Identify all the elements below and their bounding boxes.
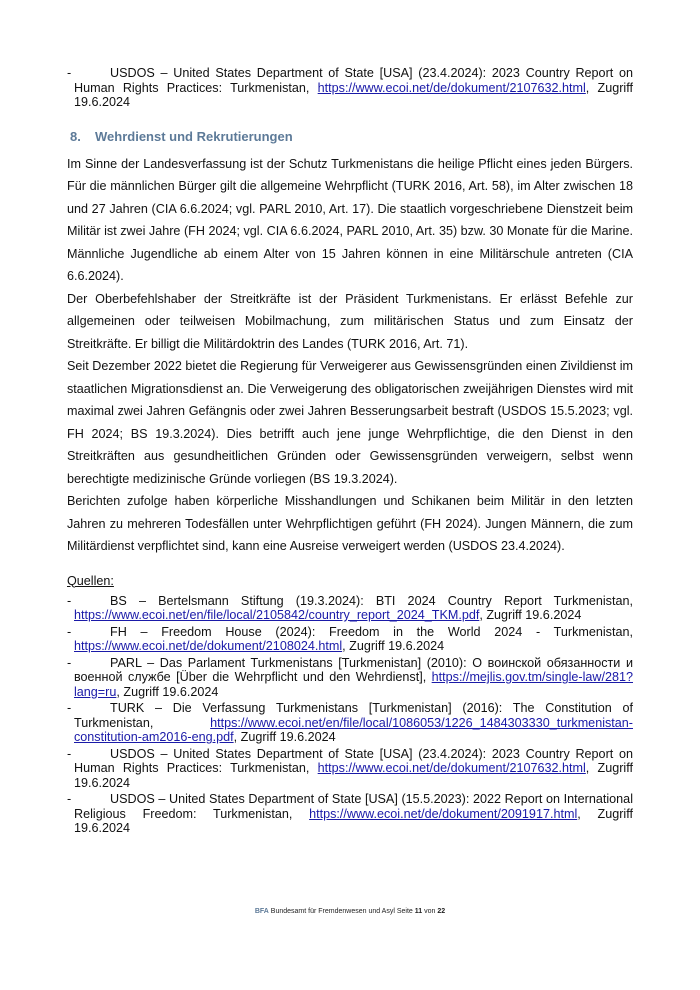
- footer-page-number: 11: [414, 908, 423, 915]
- list-dash: -: [67, 66, 72, 80]
- source-text: PARL – Das Parlament Turkmenistans [Turkmenistan] (2010): О воинской обязанности и военной службе [Über die Wehrpflicht und den Wehrdienst],: [74, 655, 633, 684]
- paragraph: Seit Dezember 2022 bietet die Regierung für Verweigerer aus Gewissensgründen einen Zivildienst im staatlichen Migrationsdienst an. Die Verweigerung des obligatorischen zweijährigen Dienstes wird mit maximal zwei Jahren Gefängnis oder zwei Jahren Besserungsarbeit bestraft (USDOS 15.5.2023; vgl. FH 2024; BS 19.3.2024). Dies betrifft auch jene junge Wehrpflichtige, die den Dienst in den Streitkräften aus gesundheitlichen Gründen oder Gewissensgründen verweigern, selbst wenn berechtigte medizinische Gründe vorliegen (BS 19.3.2024).: [67, 359, 633, 486]
- source-text: TURK – Die Verfassung Turkmenistans [Turkmenistan] (2016): The Constitution of Turkmenistan,: [74, 701, 633, 730]
- source-link[interactable]: https://www.ecoi.net/de/dokument/2108024.html: [74, 639, 343, 653]
- source-entry: [67, 625, 633, 654]
- source-access: , Zugriff 19.6.2024: [233, 730, 336, 744]
- source-access: , Zugriff 19.6.2024: [116, 684, 219, 699]
- source-entry: [67, 701, 633, 745]
- footer-page-total: 22: [437, 908, 446, 915]
- list-dash: -: [67, 701, 72, 715]
- source-link[interactable]: https://www.ecoi.net/de/dokument/2107632.html: [317, 80, 586, 95]
- sources-heading: Quellen:: [67, 573, 114, 588]
- document-page: [67, 66, 633, 838]
- list-dash: -: [67, 655, 72, 670]
- source-link[interactable]: https://mejlis.gov.tm/single-law/281?lang=ru: [74, 670, 633, 699]
- footer-of: von: [424, 908, 436, 915]
- source-link[interactable]: https://www.ecoi.net/en/file/local/1086053/1226_1484303330_turkmenistan-constitution-am2016-eng.pdf: [74, 715, 633, 744]
- source-link[interactable]: https://www.ecoi.net/en/file/local/2105842/country_report_2024_TKM.pdf: [74, 608, 480, 622]
- source-text: FH – Freedom House (2024): Freedom in the World 2024 - Turkmenistan,: [110, 624, 633, 639]
- section-title: Wehrdienst und Rekrutierungen: [95, 128, 293, 144]
- page-footer: [0, 908, 700, 915]
- source-access: , Zugriff 19.6.2024: [479, 608, 582, 622]
- list-dash: -: [67, 792, 72, 806]
- paragraph: Berichten zufolge haben körperliche Misshandlungen und Schikanen beim Militär in den letzten Jahren zu mehreren Todesfällen unter Wehrpflichtigen geführt (FH 2024). Jungen Männern, die zum Militärdienst verpflichtet sind, kann eine Ausreise verweigert werden (USDOS 23.4.2024).: [67, 494, 633, 553]
- paragraph: Der Oberbefehlshaber der Streitkräfte ist der Präsident Turkmenistans. Er erlässt Befehle zur allgemeinen oder teilweisen Mobilmachung, zum militärischen Status und zum Einsatz der Streitkräfte. Er billigt die Militärdoktrin des Landes (TURK 2016, Art. 71).: [67, 291, 633, 351]
- source-entry: [67, 747, 633, 791]
- list-dash: -: [67, 746, 72, 761]
- source-access: , Zugriff 19.6.2024: [74, 806, 633, 835]
- section-number: 8.: [70, 128, 81, 144]
- section-heading: [67, 129, 633, 144]
- sources-list: [67, 594, 633, 836]
- source-link[interactable]: https://www.ecoi.net/de/dokument/2107632.html: [317, 761, 586, 775]
- list-dash: -: [67, 593, 72, 608]
- source-text: BS – Bertelsmann Stiftung (19.3.2024): BTI 2024 Country Report Turkmenistan,: [110, 593, 633, 608]
- source-access: , Zugriff 19.6.2024: [74, 80, 634, 109]
- source-access: , Zugriff 19.6.2024: [342, 639, 445, 653]
- source-entry: [67, 66, 633, 110]
- source-link[interactable]: https://www.ecoi.net/de/dokument/2091917.html: [309, 806, 578, 821]
- source-text: USDOS – United States Department of State [USA] (23.4.2024): 2023 Country Report on Human Rights Practices: Turkmenistan,: [74, 746, 633, 775]
- list-dash: -: [67, 624, 72, 639]
- source-access: , Zugriff 19.6.2024: [74, 761, 634, 790]
- source-text: USDOS – United States Department of State [USA] (15.5.2023): 2022 Report on International Religious Freedom: Turkmenistan,: [74, 792, 633, 821]
- source-entry: [67, 656, 633, 700]
- source-text: USDOS – United States Department of State [USA] (23.4.2024): 2023 Country Report on Human Rights Practices: Turkmenistan,: [74, 66, 633, 95]
- source-entry: [67, 594, 633, 623]
- footer-text: Bundesamt für Fremdenwesen und Asyl Seite: [270, 908, 413, 915]
- paragraph: Im Sinne der Landesverfassung ist der Schutz Turkmenistans die heilige Pflicht eines jeden Bürgers. Für die männlichen Bürger gilt die allgemeine Wehrpflicht (TURK 2016, Art. 58), im Alter zwischen 18 und 27 Jahren (CIA 6.6.2024; vgl. PARL 2010, Art. 17). Die staatlich vorgeschriebene Dienstzeit beim Militär ist zwei Jahre (FH 2024; vgl. CIA 6.6.2024, PARL 2010, Art. 35) bzw. 30 Monate für die Marine. Männliche Jugendliche ab einem Alter von 15 Jahren können in eine Militärschule antreten (CIA 6.6.2024).: [67, 156, 633, 283]
- source-entry: [67, 792, 633, 836]
- footer-brand: BFA: [254, 908, 269, 915]
